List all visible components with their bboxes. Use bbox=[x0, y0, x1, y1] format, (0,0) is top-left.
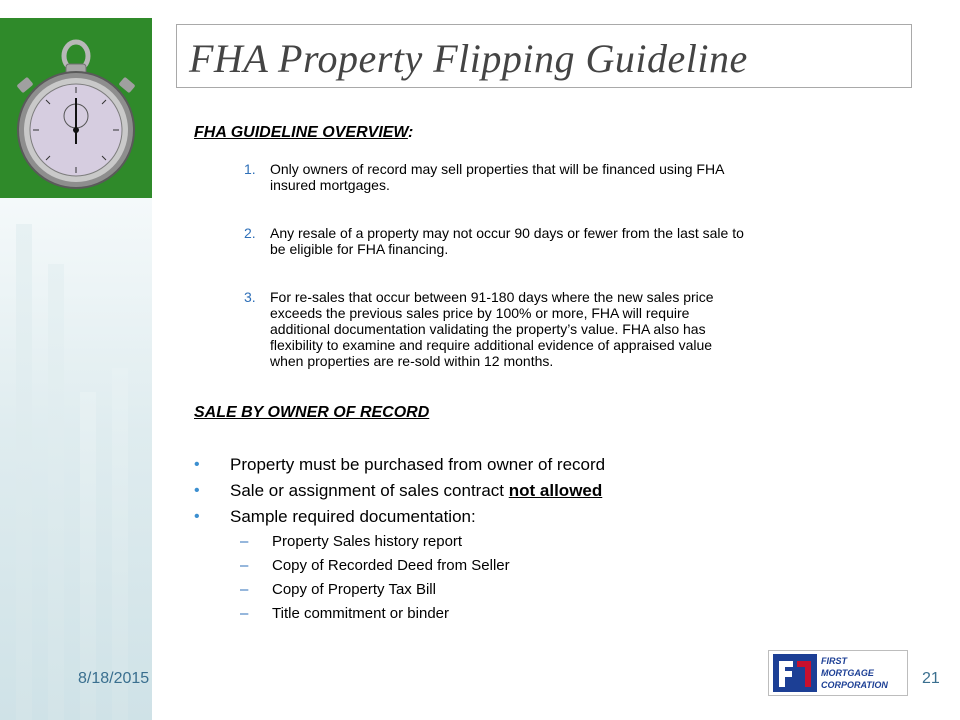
list-item bbox=[244, 225, 904, 257]
logo-line-3: CORPORATION bbox=[821, 680, 888, 690]
list-line: insured mortgages. bbox=[270, 177, 390, 193]
overview-heading bbox=[194, 124, 413, 142]
bullet-text: Property must be purchased from owner of record bbox=[230, 455, 606, 474]
sale-heading bbox=[194, 404, 429, 422]
list-line: For re-sales that occur between 91-180 days where the new sales price bbox=[270, 289, 714, 305]
decor-bar bbox=[48, 264, 64, 720]
overview-heading-text: FHA GUIDELINE OVERVIEW bbox=[194, 124, 408, 141]
sub-item bbox=[194, 533, 894, 557]
list-line: when properties are re-sold within 12 months. bbox=[270, 353, 554, 369]
first-mortgage-logo bbox=[768, 650, 908, 696]
sale-bullets bbox=[194, 455, 894, 629]
decor-bar bbox=[16, 224, 32, 720]
logo-line-2: MORTGAGE bbox=[821, 668, 874, 678]
sub-item bbox=[194, 605, 894, 629]
list-line: Any resale of a property may not occur 90 days or fewer from the last sale to bbox=[270, 225, 744, 241]
overview-heading-colon: : bbox=[407, 124, 414, 141]
bullet-dot-icon: • bbox=[194, 482, 200, 499]
list-item bbox=[244, 289, 904, 369]
decor-bar bbox=[112, 368, 128, 720]
overview-list bbox=[244, 161, 904, 369]
list-number: 1. bbox=[244, 161, 256, 177]
footer-date: 8/18/2015 bbox=[78, 670, 150, 687]
bullet-item bbox=[194, 481, 894, 507]
list-line: flexibility to examine and require additional evidence of appraised value bbox=[270, 337, 713, 353]
sub-item-text: Copy of Recorded Deed from Seller bbox=[272, 557, 510, 574]
sub-item bbox=[194, 581, 894, 605]
bullet-emphasis: not allowed bbox=[508, 481, 603, 500]
sub-item bbox=[194, 557, 894, 581]
bullet-item bbox=[194, 455, 894, 481]
page-number: 21 bbox=[922, 670, 940, 687]
dash-icon: – bbox=[240, 581, 249, 598]
stopwatch-icon bbox=[0, 18, 152, 198]
bullet-dot-icon: • bbox=[194, 508, 200, 525]
dash-icon: – bbox=[240, 557, 249, 574]
sale-heading-text: SALE BY OWNER OF RECORD bbox=[194, 404, 430, 421]
page-title: FHA Property Flipping Guideline bbox=[189, 36, 748, 81]
bullet-text: Sample required documentation: bbox=[230, 507, 476, 526]
sub-item-text: Property Sales history report bbox=[272, 533, 463, 550]
sub-item-text: Title commitment or binder bbox=[272, 605, 449, 622]
sub-item-text: Copy of Property Tax Bill bbox=[272, 581, 436, 598]
bullet-dot-icon: • bbox=[194, 456, 200, 473]
list-line: Only owners of record may sell properties that will be financed using FHA bbox=[270, 161, 725, 177]
logo-line-1: FIRST bbox=[821, 656, 847, 666]
list-number: 2. bbox=[244, 225, 256, 241]
logo-mark-icon bbox=[769, 651, 907, 695]
dash-icon: – bbox=[240, 605, 249, 622]
list-line: additional documentation validating the property’s value. FHA also has bbox=[270, 321, 706, 337]
stopwatch-image bbox=[0, 18, 152, 198]
list-item bbox=[244, 161, 904, 193]
list-line: be eligible for FHA financing. bbox=[270, 241, 449, 257]
dash-icon: – bbox=[240, 533, 249, 550]
bullet-text: Sale or assignment of sales contract bbox=[230, 481, 509, 500]
list-number: 3. bbox=[244, 289, 256, 305]
title-box bbox=[176, 24, 912, 88]
bullet-item bbox=[194, 507, 894, 533]
list-line: exceeds the previous sales price by 100% or more, FHA will require bbox=[270, 305, 690, 321]
